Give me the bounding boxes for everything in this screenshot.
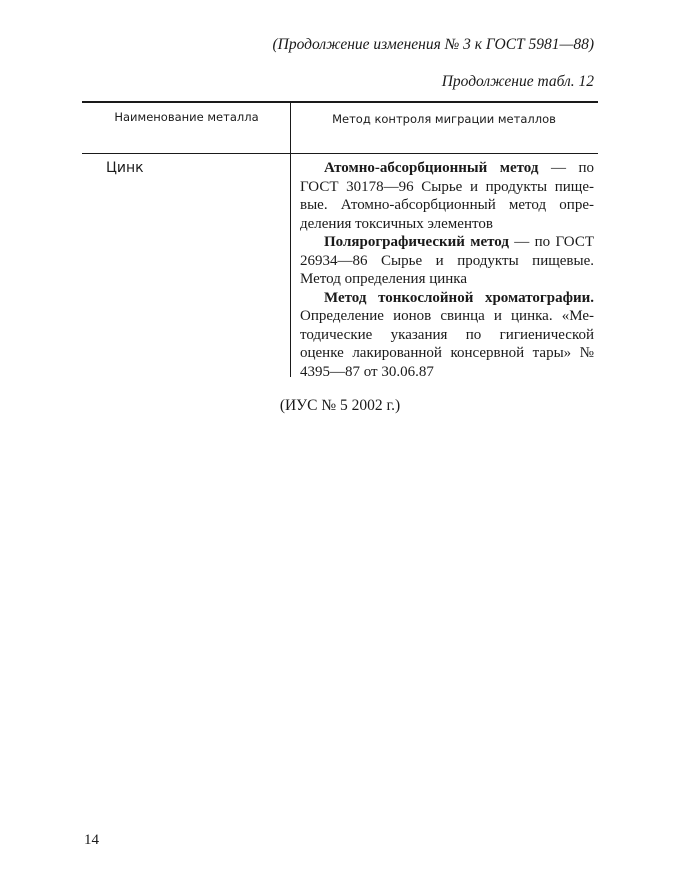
body-column-divider [290, 154, 291, 377]
method-text: — по ГОСТ 26934—86 Сырье и продукты пищевые. Метод определения цинка [300, 234, 594, 287]
running-head: (Продолжение изменения № 3 к ГОСТ 5981—88) [272, 36, 594, 53]
method-text: — по ГОСТ 30178—96 Сырье и продукты пищевые. Атомно-абсорбционный метод определения токсичных элементов [300, 160, 595, 232]
method-paragraph [300, 159, 594, 233]
column-header-method: Метод контроля миграции металлов [332, 112, 556, 126]
column-header-metal: Наименование металла [114, 110, 259, 124]
metal-name-cell: Цинк [106, 160, 144, 176]
header-column-divider [290, 102, 291, 153]
table-continuation-label: Продолжение табл. 12 [441, 73, 594, 90]
method-paragraph [300, 233, 594, 289]
method-title: Метод тонкослойной хроматографии. [324, 289, 594, 306]
header-bottom-rule [82, 153, 598, 154]
page-number: 14 [84, 832, 99, 848]
method-paragraph [300, 289, 594, 382]
method-title: Полярографический метод [324, 234, 509, 250]
table-top-rule [82, 101, 598, 103]
method-cell [300, 159, 594, 381]
method-text: Определение ионов свинца и цинка. «Методические указания по гигиенической оценке лакированной консервной тары» № 4395—87 от 30.06.87 [300, 308, 594, 380]
ius-note: (ИУС № 5 2002 г.) [279, 397, 401, 414]
method-title: Атомно-абсорбционный метод [324, 160, 539, 176]
